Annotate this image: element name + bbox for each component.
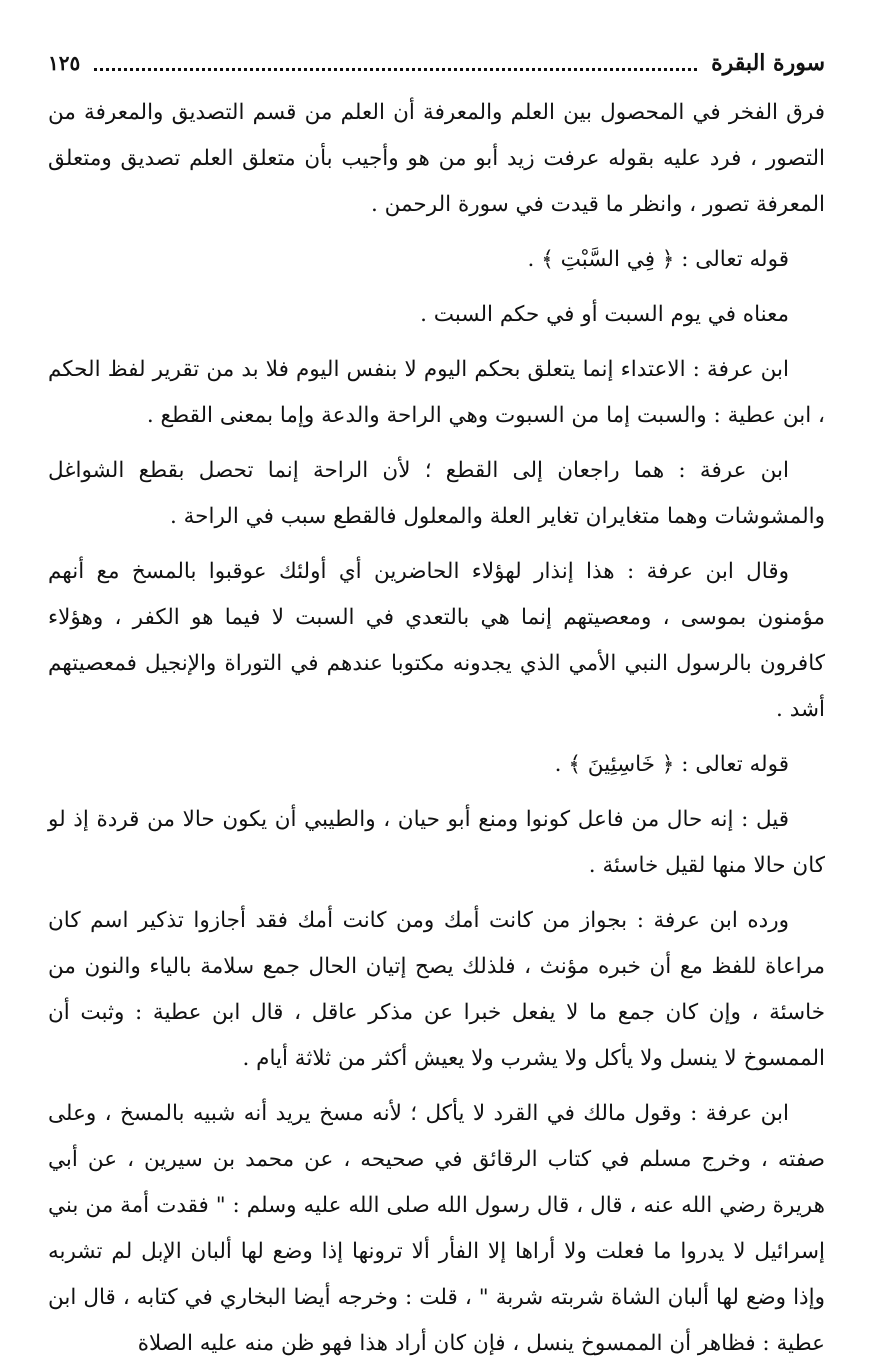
paragraph-1: فرق الفخر في المحصول بين العلم والمعرفة أن العلم من قسم التصديق والمعرفة من التصور ، فرد عليه بقوله عرفت زيد أبو من هو وأجيب بأن متعلق العلم تصديق ومتعلق المعرفة تصور ، وانظر ما قيدت في سورة الرحمن . xyxy=(48,100,825,217)
paragraph-5: ابن عرفة : هما راجعان إلى القطع ؛ لأن الراحة إنما تحصل بقطع الشواغل والمشوشات وهما متغايران تغاير العلة والمعلول فالقطع سبب في الراحة . xyxy=(48,458,825,529)
paragraph-4: ابن عرفة : الاعتداء إنما يتعلق بحكم اليوم لا بنفس اليوم فلا بد من تقرير لفظ الحكم ، ابن عطية : والسبت إما من السبوت وهي الراحة والدعة وإما بمعنى القطع . xyxy=(48,357,825,428)
verse-heading-sabt: قوله تعالى : ﴿ فِي السَّبْتِ ﴾ . xyxy=(527,247,789,272)
paragraph-8: قيل : إنه حال من فاعل كونوا ومنع أبو حيان ، والطيبي أن يكون حالا من قردة إذ لو كان حالا منها لقيل خاسئة . xyxy=(48,807,825,878)
running-header xyxy=(48,40,825,86)
verse-heading-khasiin: قوله تعالى : ﴿ خَاسِئِينَ ﴾ . xyxy=(554,752,789,777)
page-number: ١٢٥ xyxy=(48,51,81,75)
paragraph-9: ورده ابن عرفة : بجواز من كانت أمك ومن كانت أمك فقد أجازوا تذكير اسم كان مراعاة للفظ مع أن خبره مؤنث ، فلذلك يصح إتيان الحال جمع سلامة بالياء والنون من خاسئة ، وإن كان جمع ما لا يفعل خبرا عن مذكر عاقل ، قال ابن عطية : وثبت أن الممسوخ لا ينسل ولا يأكل ولا يشرب ولا يعيش أكثر من ثلاثة أيام . xyxy=(48,908,825,1071)
paragraph-10: ابن عرفة : وقول مالك في القرد لا يأكل ؛ لأنه مسخ يريد أنه شبيه بالمسخ ، وعلى صفته ، وخرج مسلم في كتاب الرقائق في صحيحه ، عن محمد بن سيرين ، عن أبي هريرة رضي الله عنه ، قال ، قال رسول الله صلى الله عليه وسلم : " فقدت أمة من بني إسرائيل لا يدروا ما فعلت ولا أراها إلا الفأر ألا ترونها إذا وضع لها ألبان الإبل لم تشربه وإذا وضع لها ألبان الشاة شربته شربة " ، قلت : وخرجه أيضا البخاري في كتابه ، قال ابن عطية : فظاهر أن الممسوخ ينسل ، فإن كان أراد هذا فهو ظن منه عليه الصلاة xyxy=(48,1101,825,1356)
paragraph-6: وقال ابن عرفة : هذا إنذار لهؤلاء الحاضرين أي أولئك عوقبوا بالمسخ مع أنهم مؤمنون بموسى ، ومعصيتهم إنما هي بالتعدي في السبت لا فيما هو الكفر ، وهؤلاء كافرون بالرسول النبي الأمي الذي يجدونه مكتوبا عندهم في التوراة والإنجيل فمعصيتهم أشد . xyxy=(48,559,825,722)
surah-title: سورة البقرة xyxy=(711,50,825,76)
header-dotted-leader xyxy=(94,68,697,71)
paragraph-3: معناه في يوم السبت أو في حكم السبت . xyxy=(420,302,789,327)
